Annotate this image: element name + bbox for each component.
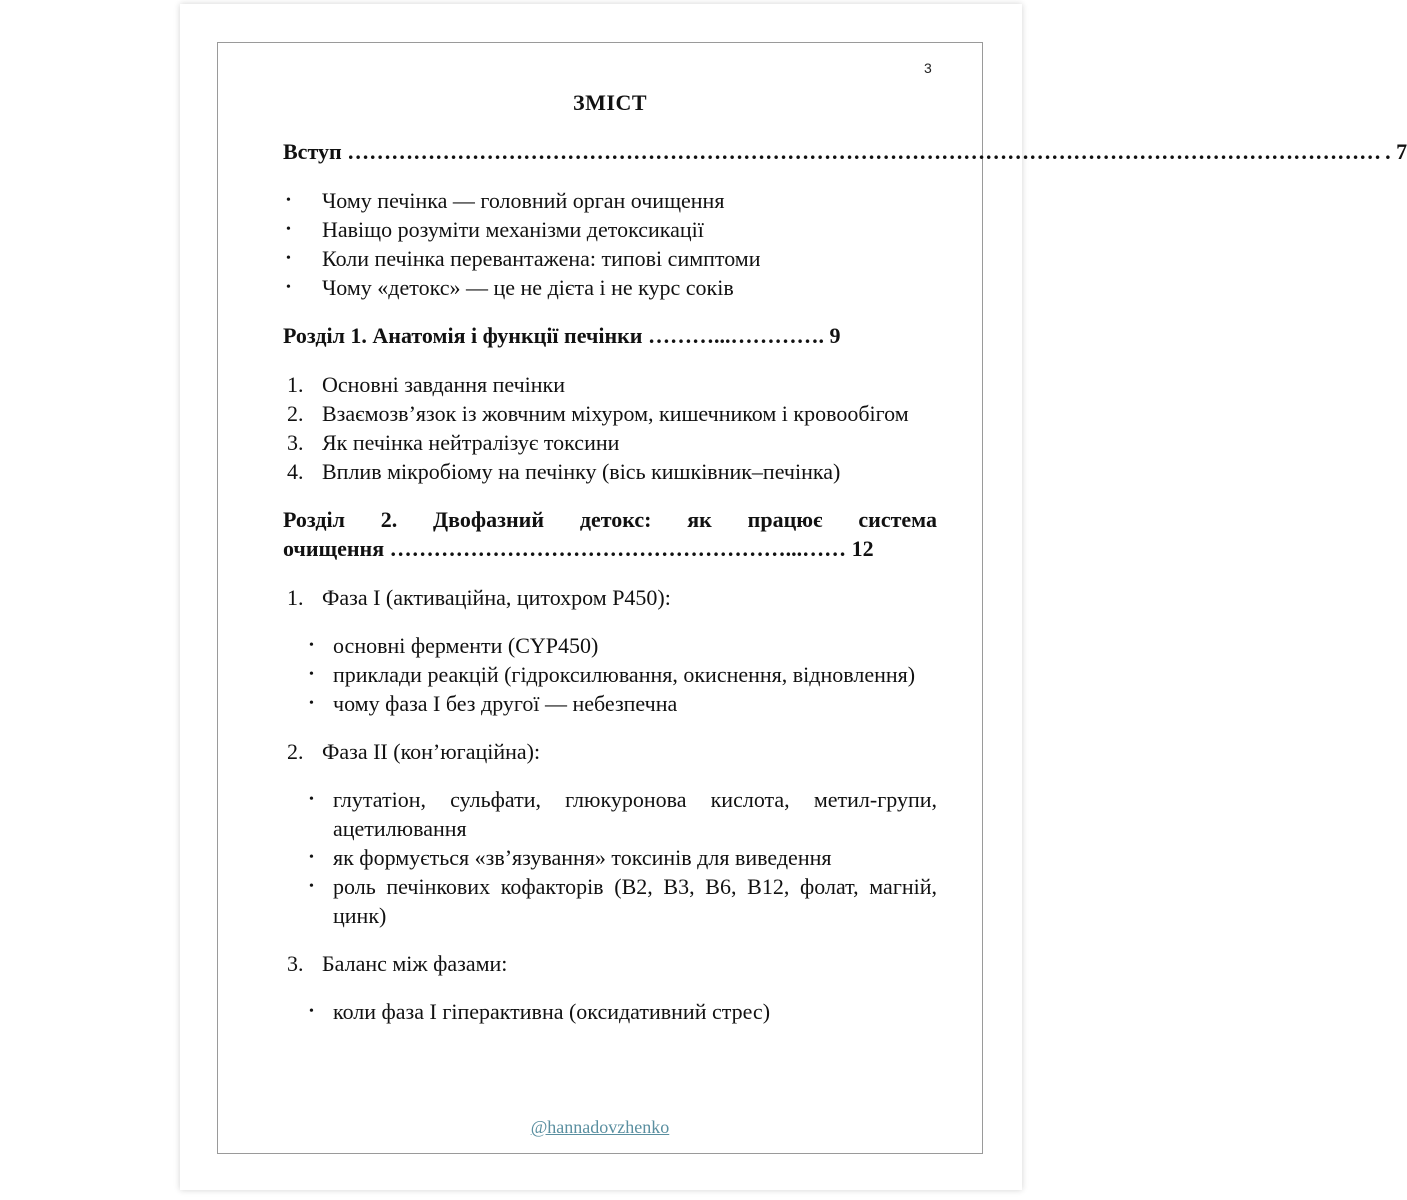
list-item xyxy=(283,370,937,399)
toc-heading-section-2-line-1: Розділ 2. Двофазний детокс: як працює система xyxy=(283,507,937,532)
item-text: Фаза I (активаційна, цитохром P450): xyxy=(322,585,671,610)
author-handle-link[interactable]: @hannadovzhenko xyxy=(530,1117,670,1137)
phase-2-sublist xyxy=(283,785,937,930)
item-text: Баланс між фазами: xyxy=(322,951,508,976)
toc-heading-section-2-line-2: очищення ………………………………………………...…… 12 xyxy=(283,536,874,561)
section-2-list-continued xyxy=(283,737,937,766)
list-item xyxy=(283,428,937,457)
toc-heading-section-1: Розділ 1. Анатомія і функції печінки ………...…………. 9 xyxy=(283,323,841,348)
item-number: 1. xyxy=(287,372,304,397)
section-2-list xyxy=(283,583,937,612)
toc-dot-leader: …………………………………………………………………………………………………………………………… xyxy=(347,139,1382,164)
list-item-phase-2 xyxy=(283,737,937,766)
section-1-list xyxy=(283,370,937,486)
sublist-item: • глутатіон, сульфати, глюкуронова кислота, метил-групи, ацетилювання xyxy=(283,785,937,843)
phase-1-sublist xyxy=(283,631,937,718)
item-number: 3. xyxy=(287,951,304,976)
item-text: Фаза II (кон’югаційна): xyxy=(322,739,541,764)
list-item: • Коли печінка перевантажена: типові симптоми xyxy=(283,244,937,273)
list-item-balance xyxy=(283,949,937,978)
item-number: 1. xyxy=(287,585,304,610)
list-item: • Навіщо розуміти механізми детоксикації xyxy=(283,215,937,244)
item-text: Основні завдання печінки xyxy=(322,372,566,397)
item-number: 2. xyxy=(287,401,304,426)
balance-sublist xyxy=(283,997,937,1026)
item-number: 3. xyxy=(287,430,304,455)
list-item xyxy=(283,457,937,486)
toc-heading-intro-label: Вступ xyxy=(283,139,342,164)
sublist-item: • коли фаза I гіперактивна (оксидативний стрес) xyxy=(283,997,937,1026)
toc-heading-intro xyxy=(283,137,1407,166)
sublist-item: • як формується «зв’язування» токсинів для виведення xyxy=(283,843,937,872)
toc-page-ref: . 7 xyxy=(1385,139,1407,164)
list-item: • Чому «детокс» — це не дієта і не курс соків xyxy=(283,273,937,302)
sublist-item: • чому фаза I без другої — небезпечна xyxy=(283,689,937,718)
item-text: Вплив мікробіому на печінку (вісь кишківник–печінка) xyxy=(322,459,841,484)
sublist-item: • роль печінкових кофакторів (B2, B3, B6, B12, фолат, магній, цинк) xyxy=(283,872,937,930)
item-number: 2. xyxy=(287,739,304,764)
intro-list xyxy=(283,186,937,302)
item-number: 4. xyxy=(287,459,304,484)
section-2-list-balance xyxy=(283,949,937,978)
list-item: • Чому печінка — головний орган очищення xyxy=(283,186,937,215)
item-text: Як печінка нейтралізує токсини xyxy=(322,430,620,455)
toc-heading-section-2 xyxy=(283,505,937,563)
sublist-item: • приклади реакцій (гідроксилювання, окиснення, відновлення) xyxy=(283,660,937,689)
item-text: Взаємозв’язок із жовчним міхуром, кишечником і кровообігом xyxy=(322,401,909,426)
sublist-item: • основні ферменти (CYP450) xyxy=(283,631,937,660)
page-number: 3 xyxy=(924,60,932,76)
list-item-phase-1 xyxy=(283,583,937,612)
list-item xyxy=(283,399,937,428)
table-of-contents xyxy=(283,88,1407,1026)
page-title: ЗМІСТ xyxy=(573,90,647,115)
